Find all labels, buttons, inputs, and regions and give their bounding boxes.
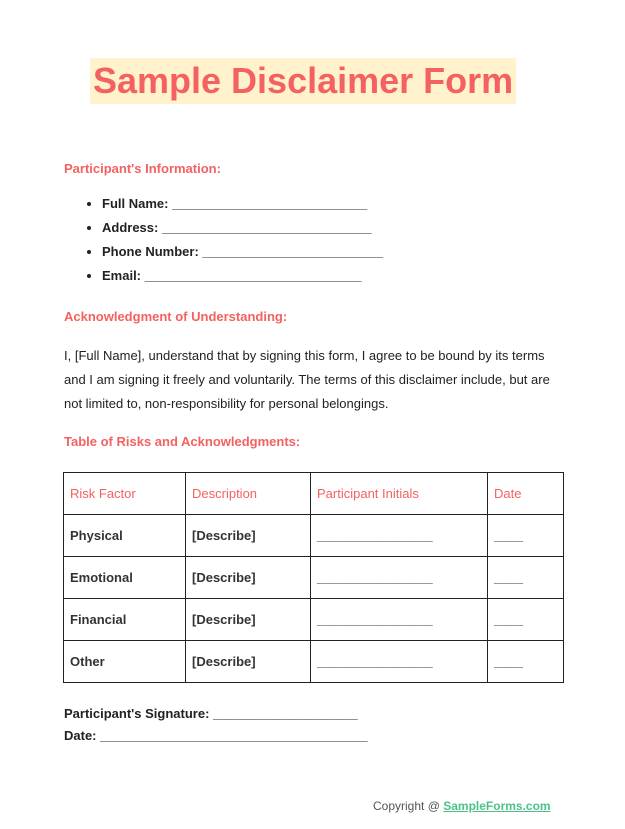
header-cell: Risk Factor — [64, 473, 186, 515]
header-cell: Participant Initials — [311, 473, 488, 515]
table-row — [64, 515, 564, 557]
cell: ________________ — [311, 515, 488, 557]
cell: Financial — [64, 599, 186, 641]
cell: ____ — [488, 599, 564, 641]
acknowledgment-text: I, [Full Name], understand that by signing this form, I agree to be bound by its terms and I am signing it freely and voluntarily. The terms of this disclaimer include, but are not limited to, non-responsibility for personal belongings. — [64, 348, 550, 411]
participant-info-list — [64, 192, 383, 288]
cell: ________________ — [311, 599, 488, 641]
cell: ____ — [488, 641, 564, 683]
brand-link[interactable]: SampleForms.com — [443, 799, 551, 813]
cell: ____ — [488, 515, 564, 557]
list-item: • Address: _____________________________ — [102, 216, 383, 240]
table-row — [64, 641, 564, 683]
header-cell: Date — [488, 473, 564, 515]
participant-info-heading: Participant's Information: — [64, 161, 221, 176]
acknowledgment-heading: Acknowledgment of Understanding: — [64, 309, 288, 324]
page-title: Sample Disclaimer Form — [90, 58, 516, 104]
copyright-footer — [373, 799, 551, 813]
copyright-text: Copyright @ — [373, 799, 444, 813]
list-item: • Email: ______________________________ — [102, 264, 383, 288]
cell: Physical — [64, 515, 186, 557]
cell: [Describe] — [186, 641, 311, 683]
cell: [Describe] — [186, 599, 311, 641]
table-row — [64, 557, 564, 599]
cell: [Describe] — [186, 515, 311, 557]
table-header-row — [64, 473, 564, 515]
signature-line: Participant's Signature: ____________________ — [64, 706, 358, 721]
cell: ________________ — [311, 557, 488, 599]
list-item: • Full Name: ___________________________ — [102, 192, 383, 216]
risks-table — [63, 472, 564, 683]
cell: ________________ — [311, 641, 488, 683]
cell: ____ — [488, 557, 564, 599]
list-item: • Phone Number: _________________________ — [102, 240, 383, 264]
cell: Emotional — [64, 557, 186, 599]
header-cell: Description — [186, 473, 311, 515]
table-row — [64, 599, 564, 641]
date-line: Date: _____________________________________ — [64, 728, 368, 743]
cell: [Describe] — [186, 557, 311, 599]
risks-heading: Table of Risks and Acknowledgments: — [64, 434, 301, 449]
cell: Other — [64, 641, 186, 683]
